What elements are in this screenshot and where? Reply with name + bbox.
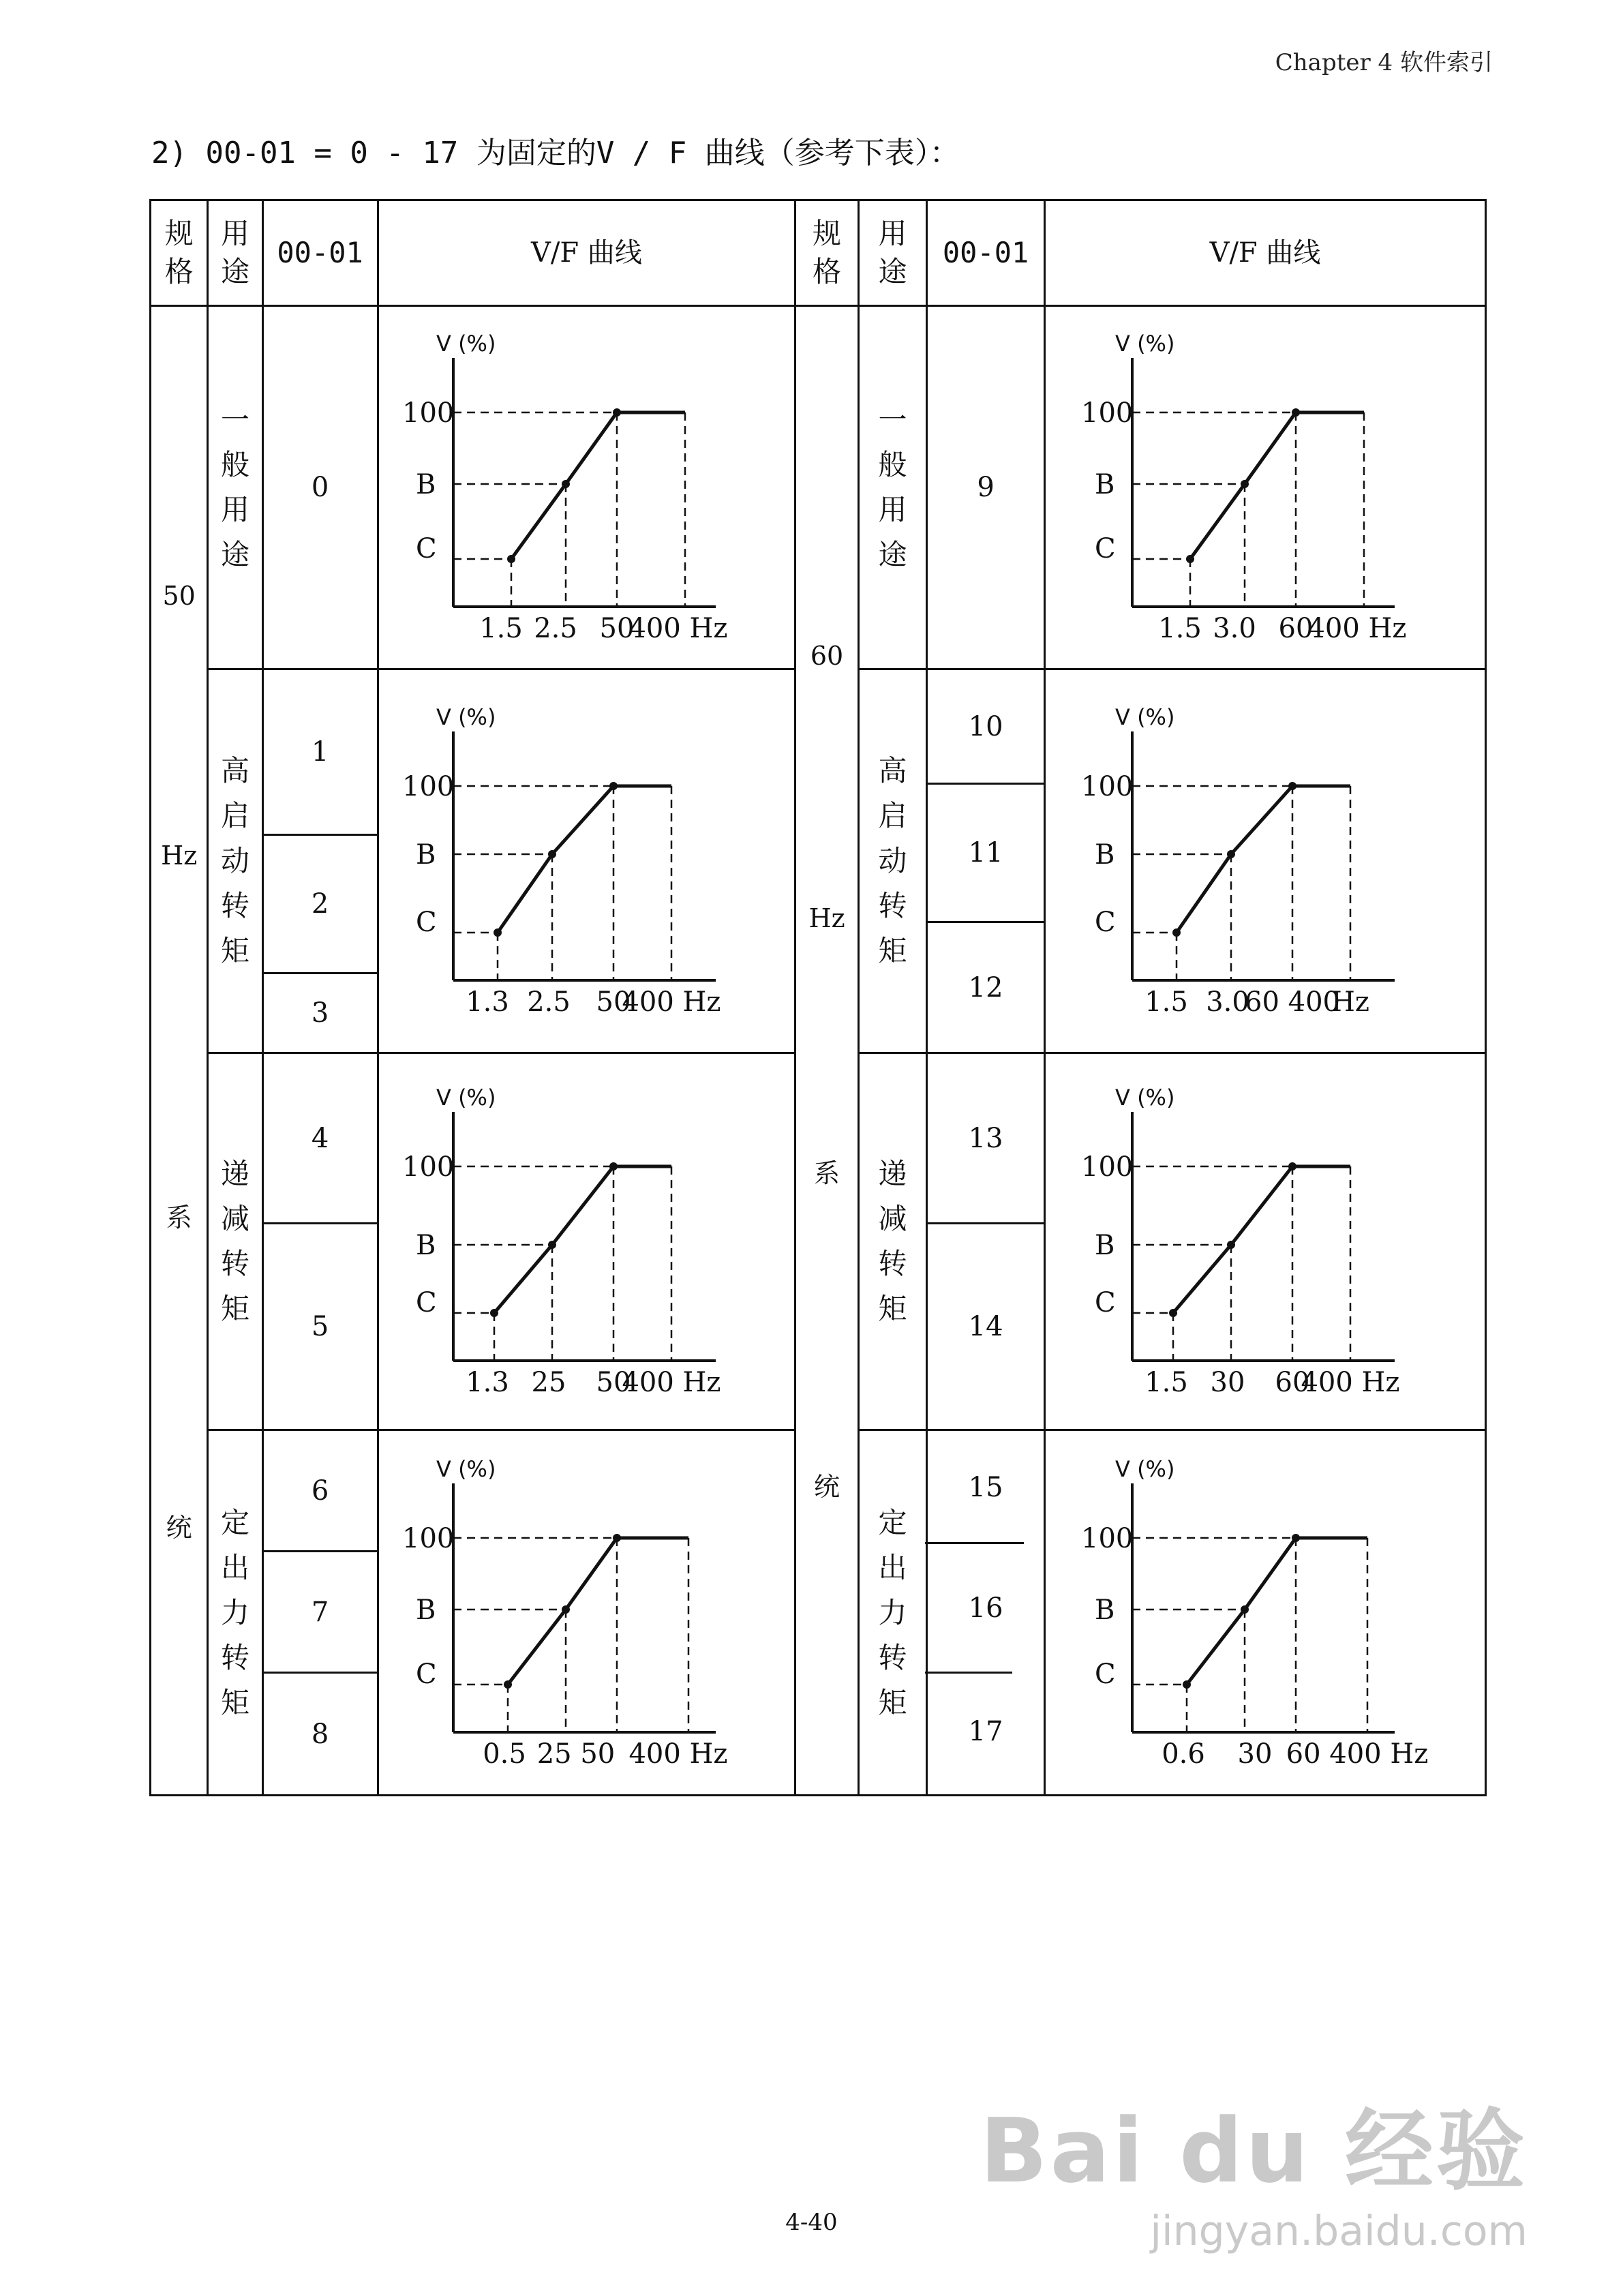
use-char: 转 bbox=[221, 889, 250, 922]
tick-label-c: C bbox=[1094, 533, 1116, 564]
vf-curve-chart bbox=[1044, 669, 1485, 1053]
use-char: 矩 bbox=[221, 934, 250, 967]
curve-point bbox=[1288, 1162, 1296, 1170]
param-code-cell: 1 2 3 bbox=[262, 669, 378, 1053]
tick-label-b: B bbox=[1094, 1230, 1115, 1261]
tick-label-100: 100 bbox=[1080, 397, 1134, 429]
header-spec-left: 规格 bbox=[151, 200, 208, 306]
use-char: 出 bbox=[221, 1550, 250, 1584]
param-code-cell: 13 14 bbox=[927, 1053, 1045, 1430]
param-code-cell: 10 11 12 bbox=[927, 669, 1045, 1053]
use-char: 递 bbox=[221, 1157, 250, 1190]
x-tick-label: 25 50 bbox=[537, 1738, 616, 1770]
y-axis-label: V (%) bbox=[436, 331, 496, 357]
curve-point bbox=[613, 408, 621, 417]
x-tick-label: 50 bbox=[596, 1367, 631, 1398]
curve-point bbox=[548, 850, 556, 858]
curve-point bbox=[613, 1534, 621, 1542]
vf-curve-chart bbox=[378, 306, 795, 669]
use-char: 高 bbox=[221, 754, 250, 787]
use-variable-torque-right bbox=[858, 1053, 926, 1430]
param-code-cell: 6 7 8 bbox=[262, 1430, 378, 1796]
tick-label-b: B bbox=[1094, 1594, 1115, 1626]
tick-label-100: 100 bbox=[1080, 1522, 1134, 1554]
use-high-torque-right bbox=[858, 669, 926, 1053]
use-char: 动 bbox=[878, 844, 907, 877]
vf-curve-svg bbox=[395, 1449, 777, 1777]
curve-point bbox=[507, 555, 515, 563]
use-char: 高 bbox=[878, 754, 907, 787]
use-char: 转 bbox=[878, 1640, 907, 1674]
vf-curve-line bbox=[498, 786, 671, 933]
use-constant-power-left bbox=[208, 1430, 262, 1796]
curve-point bbox=[609, 1162, 618, 1170]
curve-point bbox=[490, 1309, 498, 1317]
x-tick-label: 400 Hz bbox=[628, 613, 728, 644]
vf-curve-line bbox=[1190, 412, 1364, 559]
y-axis-label: V (%) bbox=[1114, 1085, 1175, 1111]
use-char: 矩 bbox=[878, 934, 907, 967]
use-char: 定 bbox=[221, 1505, 250, 1539]
curve-point bbox=[1169, 1309, 1177, 1317]
use-char: 减 bbox=[878, 1202, 907, 1235]
use-char: 转 bbox=[878, 889, 907, 922]
x-tick-label: 1.5 bbox=[1144, 1367, 1188, 1398]
header-use-right: 用途 bbox=[858, 200, 926, 306]
use-char: 力 bbox=[878, 1595, 907, 1629]
vf-curve-line bbox=[511, 412, 685, 559]
vf-curve-line bbox=[1177, 786, 1350, 933]
vf-curve-svg bbox=[395, 697, 777, 1025]
vf-curve-chart bbox=[378, 669, 795, 1053]
y-axis-label: V (%) bbox=[1114, 1455, 1175, 1482]
use-high-torque-left bbox=[208, 669, 262, 1053]
curve-point bbox=[1241, 1605, 1249, 1614]
x-tick-label: 25 bbox=[531, 1367, 566, 1398]
vf-curve-chart bbox=[378, 1430, 795, 1796]
tick-label-b: B bbox=[1094, 469, 1115, 500]
header-curve-right: V/F 曲线 bbox=[1044, 200, 1485, 306]
header-use-left: 用途 bbox=[208, 200, 262, 306]
use-char: 转 bbox=[878, 1247, 907, 1280]
use-variable-torque-left bbox=[208, 1053, 262, 1430]
tick-label-b: B bbox=[416, 839, 436, 871]
x-tick-label: 1.5 bbox=[1144, 986, 1188, 1018]
use-char: 转 bbox=[221, 1640, 250, 1674]
curve-point bbox=[609, 782, 618, 790]
vf-curve-svg bbox=[395, 324, 777, 651]
x-tick-label: 2.5 bbox=[534, 613, 578, 644]
tick-label-b: B bbox=[416, 1230, 436, 1261]
y-axis-label: V (%) bbox=[436, 1455, 496, 1482]
use-char: 矩 bbox=[221, 1685, 250, 1719]
use-char: 力 bbox=[221, 1595, 250, 1629]
x-tick-label: 60 bbox=[1278, 613, 1314, 644]
header-param-right: 00-01 bbox=[927, 200, 1045, 306]
curve-point bbox=[1183, 1680, 1191, 1689]
tick-label-b: B bbox=[416, 1594, 436, 1626]
tick-label-b: B bbox=[416, 469, 436, 500]
tick-label-100: 100 bbox=[402, 771, 455, 802]
curve-point bbox=[504, 1680, 512, 1689]
use-char: 转 bbox=[221, 1247, 250, 1280]
vf-curve-line bbox=[1187, 1538, 1367, 1685]
curve-point bbox=[1186, 555, 1194, 563]
x-tick-label: 400 Hz bbox=[1307, 613, 1407, 644]
y-axis-label: V (%) bbox=[436, 1085, 496, 1111]
vf-curve-chart bbox=[1044, 1053, 1485, 1430]
use-char: 递 bbox=[878, 1157, 907, 1190]
param-code-cell: 4 5 bbox=[262, 1053, 378, 1430]
use-char: 般 bbox=[221, 448, 250, 481]
use-char: 般 bbox=[878, 448, 907, 481]
vf-curve-chart bbox=[378, 1053, 795, 1430]
x-tick-label: 1.3 bbox=[466, 1367, 510, 1398]
tick-label-b: B bbox=[1094, 839, 1115, 871]
use-char: 用 bbox=[221, 493, 250, 526]
use-char: 一 bbox=[221, 403, 250, 436]
tick-label-100: 100 bbox=[1080, 771, 1134, 802]
x-tick-label: 400 Hz bbox=[622, 986, 721, 1018]
x-tick-label: 1.5 bbox=[479, 613, 524, 644]
vf-curve-svg bbox=[1074, 324, 1456, 651]
intro-text: 2) 00-01 = 0 - 17 为固定的V / F 曲线（参考下表）： bbox=[151, 136, 960, 170]
use-char: 动 bbox=[221, 844, 250, 877]
x-tick-label: 2.5 bbox=[527, 986, 571, 1018]
x-tick-label: 1.3 bbox=[466, 986, 510, 1018]
use-char: 定 bbox=[878, 1505, 907, 1539]
watermark-url: jingyan.baidu.com bbox=[1150, 2207, 1528, 2255]
tick-label-100: 100 bbox=[402, 1522, 455, 1554]
curve-point bbox=[494, 928, 502, 937]
y-axis-label: V (%) bbox=[1114, 704, 1175, 730]
x-tick-label: 50 bbox=[599, 613, 635, 644]
curve-point bbox=[548, 1241, 556, 1249]
vf-curve-line bbox=[1173, 1166, 1350, 1313]
table-header-row bbox=[151, 200, 1486, 306]
vf-curve-chart bbox=[1044, 306, 1485, 669]
x-tick-label: 60 400 Hz bbox=[1286, 1738, 1429, 1770]
page-header: Chapter 4 软件索引 bbox=[1275, 49, 1493, 76]
use-char: 出 bbox=[878, 1550, 907, 1584]
x-tick-label: 0.6 bbox=[1162, 1738, 1205, 1770]
vf-curve-table bbox=[149, 199, 1487, 1796]
tick-label-c: C bbox=[416, 1658, 438, 1690]
x-tick-label: 60 bbox=[1275, 1367, 1310, 1398]
header-curve-left: V/F 曲线 bbox=[378, 200, 795, 306]
page-number: 4-40 bbox=[785, 2209, 838, 2236]
param-code-cell: 15 16 17 bbox=[927, 1430, 1045, 1796]
use-char: 矩 bbox=[878, 1685, 907, 1719]
tick-label-c: C bbox=[416, 907, 438, 938]
header-param-left: 00-01 bbox=[262, 200, 378, 306]
x-tick-label: 1.5 bbox=[1158, 613, 1202, 644]
x-tick-label: 400 Hz bbox=[628, 1738, 728, 1770]
curve-point bbox=[1172, 928, 1181, 937]
tick-label-100: 100 bbox=[402, 397, 455, 429]
use-char: 矩 bbox=[221, 1292, 250, 1325]
tick-label-100: 100 bbox=[402, 1151, 455, 1183]
spec-50hz-system: 50 Hz 系 统 bbox=[151, 306, 208, 1796]
tick-label-c: C bbox=[1094, 1658, 1116, 1690]
y-axis-label: V (%) bbox=[436, 704, 496, 730]
use-char: 矩 bbox=[878, 1292, 907, 1325]
param-code-cell: 9 bbox=[927, 306, 1045, 669]
curve-point bbox=[562, 1605, 570, 1614]
curve-point bbox=[1292, 1534, 1300, 1542]
x-tick-label: 3.0 bbox=[1213, 613, 1256, 644]
use-char: 启 bbox=[878, 799, 907, 832]
x-tick-label: 50 bbox=[596, 986, 631, 1018]
vf-curve-chart bbox=[1044, 1430, 1485, 1796]
y-axis-label: V (%) bbox=[1114, 331, 1175, 357]
curve-point bbox=[1288, 782, 1296, 790]
use-general-right bbox=[858, 306, 926, 669]
param-code-cell: 0 bbox=[262, 306, 378, 669]
vf-curve-svg bbox=[1074, 697, 1456, 1025]
curve-point bbox=[1227, 850, 1235, 858]
use-char: 用 bbox=[878, 493, 907, 526]
curve-point bbox=[1227, 1241, 1235, 1249]
x-tick-label: 30 bbox=[1237, 1738, 1273, 1770]
x-tick-label: 0.5 bbox=[483, 1738, 527, 1770]
tick-label-100: 100 bbox=[1080, 1151, 1134, 1183]
use-char: 启 bbox=[221, 799, 250, 832]
use-char: 途 bbox=[221, 538, 250, 571]
x-tick-label: 60 400 bbox=[1245, 986, 1340, 1018]
vf-curve-line bbox=[508, 1538, 688, 1685]
vf-curve-svg bbox=[1074, 1078, 1456, 1405]
use-char: 一 bbox=[878, 403, 907, 436]
tick-label-c: C bbox=[1094, 1287, 1116, 1318]
curve-point bbox=[562, 480, 570, 488]
watermark-brand: Bai du 经验 bbox=[980, 2099, 1528, 2203]
curve-point bbox=[1292, 408, 1300, 417]
x-tick-label: 400 Hz bbox=[622, 1367, 721, 1398]
tick-label-c: C bbox=[416, 533, 438, 564]
use-char: 途 bbox=[878, 538, 907, 571]
vf-curve-line bbox=[494, 1166, 671, 1313]
tick-label-c: C bbox=[1094, 907, 1116, 938]
use-constant-power-right bbox=[858, 1430, 926, 1796]
curve-point bbox=[1241, 480, 1249, 488]
x-tick-label: 3.0 bbox=[1206, 986, 1249, 1018]
x-tick-label: Hz bbox=[1331, 986, 1369, 1018]
spec-60hz-system: 60 Hz 系 统 bbox=[795, 306, 858, 1796]
baidu-watermark bbox=[980, 2080, 1528, 2255]
header-spec-right: 规格 bbox=[795, 200, 858, 306]
vf-curve-svg bbox=[1074, 1449, 1456, 1777]
use-general-left bbox=[208, 306, 262, 669]
tick-label-c: C bbox=[416, 1287, 438, 1318]
x-tick-label: 400 Hz bbox=[1301, 1367, 1400, 1398]
vf-curve-svg bbox=[395, 1078, 777, 1405]
use-char: 减 bbox=[221, 1202, 250, 1235]
x-tick-label: 30 bbox=[1210, 1367, 1245, 1398]
